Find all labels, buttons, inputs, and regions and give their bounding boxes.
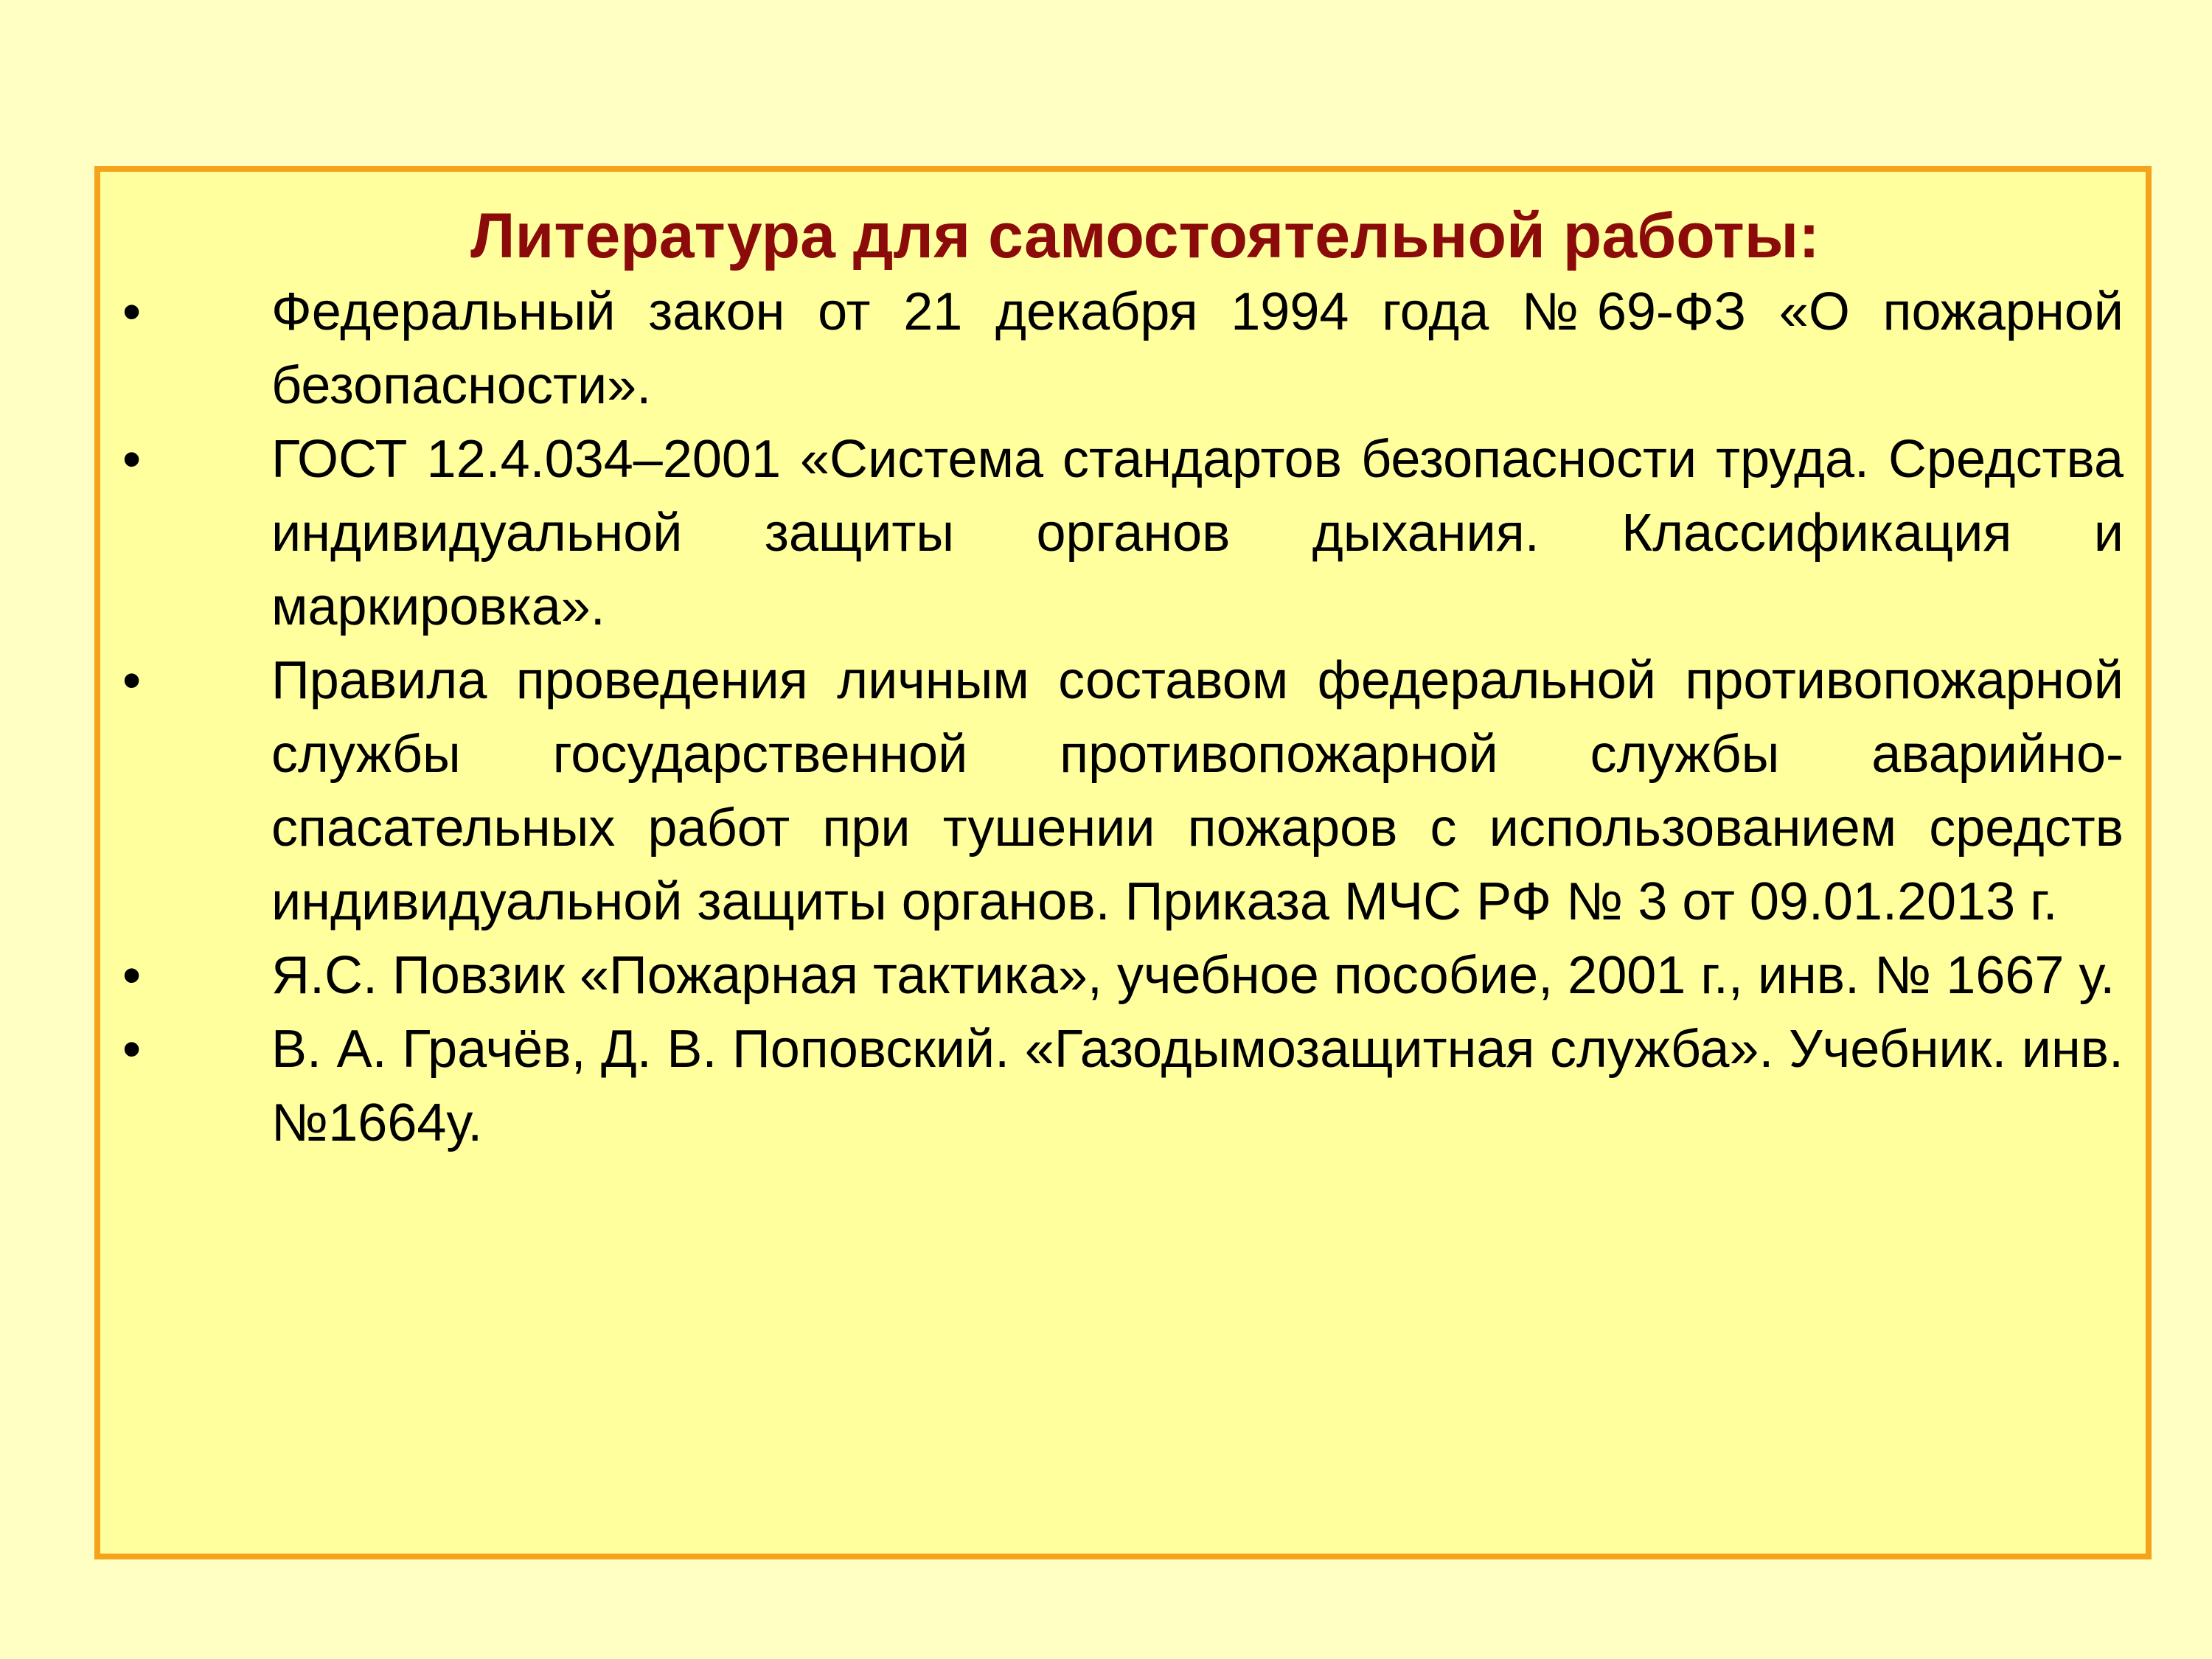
- reference-text: Правила проведения личным составом федеральной противопожарной службы государственной противопожарной службы аварийно-спасательных работ при тушении пожаров с использованием средств индивидуальной защиты органов. Приказа МЧС РФ № 3 от 09.01.2013 г.: [271, 651, 2124, 931]
- list-item: [100, 422, 2146, 644]
- list-item: [100, 939, 2146, 1012]
- slide-title: Литература для самостоятельной работы:: [470, 201, 1820, 271]
- bullet-icon: •: [122, 282, 142, 341]
- reference-text: В. А. Грачёв, Д. В. Поповский. «Газодымозащитная служба». Учебник. инв. №1664у.: [271, 1020, 2124, 1152]
- list-item: [100, 275, 2146, 422]
- reference-list: [100, 275, 2146, 1160]
- bullet-icon: •: [122, 946, 142, 1005]
- reference-text: Федеральный закон от 21 декабря 1994 года №69-ФЗ «О пожарной безопасности».: [271, 282, 2124, 415]
- bullet-icon: •: [122, 1020, 142, 1079]
- content-box: [94, 166, 2152, 1559]
- bullet-icon: •: [122, 651, 142, 710]
- list-item: [100, 644, 2146, 939]
- reference-text: ГОСТ 12.4.034–2001 «Система стандартов безопасности труда. Средства индивидуальной защиты органов дыхания. Классификация и маркировка».: [271, 430, 2124, 636]
- bullet-icon: •: [122, 430, 142, 489]
- reference-text: Я.С. Повзик «Пожарная тактика», учебное пособие, 2001 г., инв. № 1667 у.: [271, 946, 2115, 1005]
- list-item: [100, 1012, 2146, 1160]
